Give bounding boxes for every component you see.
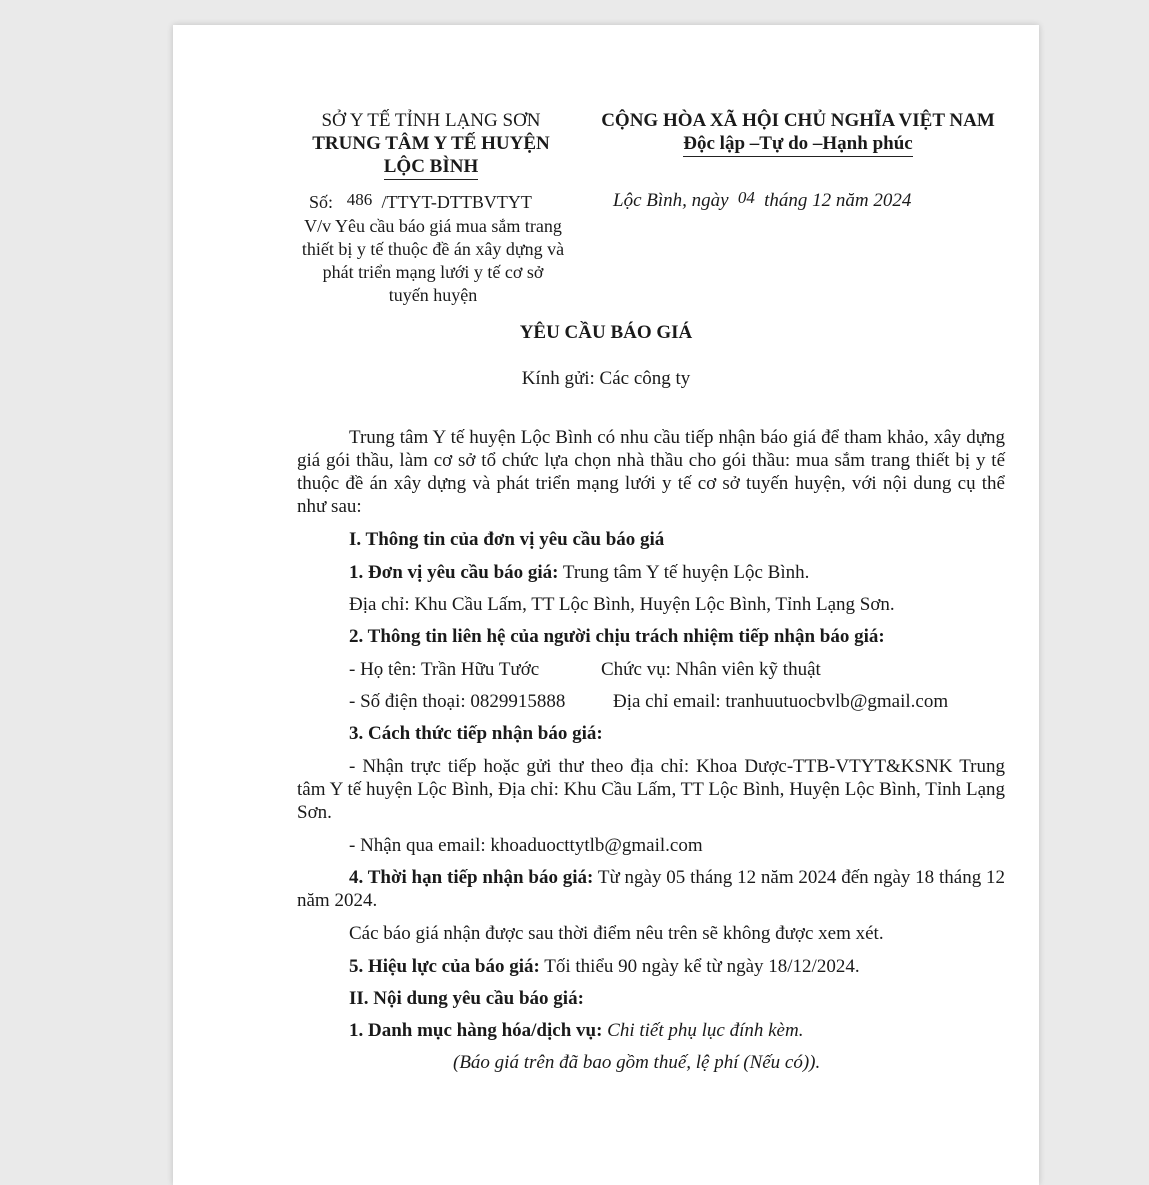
item-3-email: - Nhận qua email: khoaduocttytlb@gmail.com [349,835,703,856]
document-number [309,192,532,213]
item-3-direct: - Nhận trực tiếp hoặc gửi thư theo địa chỉ: Khoa Dược-TTB-VTYT&KSNK Trung tâm Y tế huyện Lộc Bình, Địa chỉ: Khu Cầu Lấm, TT Lộc Bình, Huyện Lộc Bình, Tỉnh Lạng Sơn. [297,756,1005,823]
org-line-2: TRUNG TÂM Y TẾ HUYỆN [312,133,550,154]
date-day: 04 [737,188,755,207]
item-5-label: 5. Hiệu lực của báo giá: [349,956,540,977]
address-line: Địa chỉ: Khu Cầu Lấm, TT Lộc Bình, Huyện Lộc Bình, Tỉnh Lạng Sơn. [349,594,895,615]
item-4-label: 4. Thời hạn tiếp nhận báo giá: [349,867,594,888]
item-1-value: Trung tâm Y tế huyện Lộc Bình. [558,562,810,583]
subject-line-4: tuyến huyện [388,285,478,305]
section-2-item-1-value: Chi tiết phụ lục đính kèm. [602,1020,804,1041]
item-5-value: Tối thiểu 90 ngày kể từ ngày 18/12/2024. [539,956,860,977]
section-1-item-1 [349,561,1009,584]
country-motto: Độc lập –Tự do –Hạnh phúc [683,132,912,157]
contact-name: - Họ tên: Trần Hữu Tước [349,659,540,680]
section-1-item-4 [297,866,1005,912]
contact-phone: - Số điện thoại: 0829915888 [349,691,566,712]
section-1-item-2: 2. Thông tin liên hệ của người chịu trách nhiệm tiếp nhận báo giá: [349,626,885,647]
section-1-item-5 [349,955,1009,978]
item-1-label: 1. Đơn vị yêu cầu báo giá: [349,562,559,583]
subject-line-2: thiết bị y tế thuộc đề án xây dựng và [301,239,565,259]
org-header [281,109,581,180]
section-2-heading: II. Nội dung yêu cầu báo giá: [349,988,584,1009]
contact-email: Địa chỉ email: tranhuutuocbvlb@gmail.com [613,691,949,712]
so-suffix: /TTYT-DTTBVTYT [381,192,532,212]
item-4-value: Từ ngày 05 tháng 12 năm 2024 đến ngày 18 tháng 12 năm 2024. [297,867,1005,911]
item-4-note: Các báo giá nhận được sau thời điểm nêu trên sẽ không được xem xét. [349,923,884,944]
date-prefix: Lộc Bình, ngày [613,190,729,211]
section-2-item-1 [349,1019,1009,1042]
document-title: YÊU CẦU BÁO GIÁ [519,322,693,343]
document-date [613,190,1043,212]
contact-position: Chức vụ: Nhân viên kỹ thuật [601,659,821,680]
subject-block [283,215,583,307]
document-page [173,25,1039,1185]
subject-line-1: V/v Yêu cầu báo giá mua sắm trang [304,216,562,236]
so-label: Số: [309,192,334,212]
section-2-item-1-label: 1. Danh mục hàng hóa/dịch vụ: [349,1020,603,1041]
recipient-line: Kính gửi: Các công ty [521,368,691,389]
section-1-heading: I. Thông tin của đơn vị yêu cầu báo giá [349,529,665,550]
intro-paragraph: Trung tâm Y tế huyện Lộc Bình có nhu cầu tiếp nhận báo giá để tham khảo, xây dựng giá gói thầu, làm cơ sở tổ chức lựa chọn nhà thầu cho gói thầu: mua sắm trang thiết bị y tế thuộc đề án xây dựng và phát triển mạng lưới y tế cơ sở tuyến huyện, với nội dung cụ thể như sau: [297,427,1005,517]
country-line-1: CỘNG HÒA XÃ HỘI CHỦ NGHĨA VIỆT NAM [601,110,995,131]
org-line-3: LỘC BÌNH [384,155,479,180]
org-line-1: SỞ Y TẾ TỈNH LẠNG SƠN [321,110,541,131]
so-number: 486 [346,190,373,209]
section-1-item-3: 3. Cách thức tiếp nhận báo giá: [349,723,603,744]
date-suffix: tháng 12 năm 2024 [764,190,912,211]
tax-note: (Báo giá trên đã bao gồm thuế, lệ phí (Nếu có)). [453,1052,821,1073]
country-header [588,109,1008,157]
subject-line-3: phát triển mạng lưới y tế cơ sở [322,262,544,282]
